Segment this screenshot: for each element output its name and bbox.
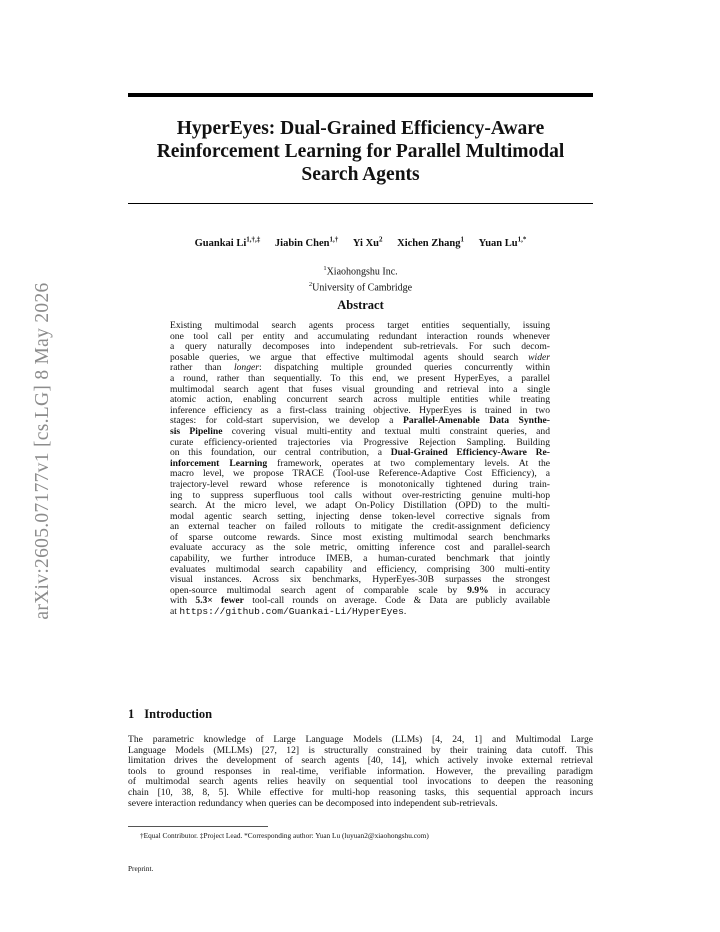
abstract-line: evaluate accuracy as the sole metric, omitting inference cost and parallel-search [170, 542, 550, 554]
abstract-line: sis Pipeline covering visual multi-entity and textual multi constraint queries, and [170, 425, 550, 437]
paragraph-line: The parametric knowledge of Large Language Models (LLMs) [4, 24, 1] and Multimodal Large [128, 734, 593, 745]
abstract-line: with 5.3× fewer tool-call rounds on average. Code & Data are publicly available [170, 595, 550, 607]
abstract-line: posable queries, we argue that effective multimodal agents should search wider [170, 351, 550, 363]
abstract-line: curate efficiency-oriented trajectories via Progressive Rejection Sampling. Building [170, 436, 550, 448]
paragraph-line: tools to ground responses in real-time, verifiable information. However, the prevailing paradigm [128, 765, 593, 777]
affiliation: $^1$Xiaohongshu Inc. [323, 265, 398, 278]
title-line: HyperEyes: Dual-Grained Efficiency-Aware [176, 118, 545, 139]
abstract-line: atomic action, enabling concurrent search across multiple entities while treating [170, 394, 550, 406]
abstract-line: trajectory-level reward whose reference is monotonically tightened during train- [170, 478, 550, 490]
abstract-line: inference efficiency as a first-class training objective. HyperEyes is trained in two [170, 404, 550, 416]
paragraph-line: chain [10, 38, 8, 5]. While effective for multi-hop reasoning tasks, this sequential approach incurs [128, 786, 593, 798]
title-line: Reinforcement Learning for Parallel Multimodal [156, 141, 565, 162]
abstract-line: inforcement Learning framework, operates at two complementary levels. At the [170, 457, 550, 469]
abstract-line: ing to suppress superfluous tool calls without over-restricting genuine multi-hop [170, 489, 550, 501]
section-title: Introduction [144, 707, 213, 721]
abstract-body [170, 321, 550, 618]
abstract-line: at https://github.com/Guankai-Li/HyperEyes. [170, 606, 407, 618]
arxiv-identifier: arXiv:2605.07177v1 [cs.LG] 8 May 2026 [32, 282, 53, 620]
abstract-heading: Abstract [337, 298, 384, 312]
paragraph-line: Language Models (MLLMs) [27, 12] is structurally constrained by their training data cutoff. This [128, 744, 593, 756]
abstract-line: one tool call per entity and accumulating redundant interaction rounds whenever [170, 330, 550, 342]
author: Yuan $Lu^{1,*}$ [478, 235, 527, 249]
title-line: Search Agents [301, 164, 420, 185]
author: Xichen Zhang$^1$ [397, 235, 464, 249]
section-heading [128, 707, 212, 722]
abstract-line: a round, rather than sequentially. To this end, we present HyperEyes, a parallel [170, 372, 550, 384]
footnote: †Equal Contributor. ‡Project Lead. *Corresponding author: Yuan Lu (luyuan2@xiaohongshu.com) [140, 831, 429, 840]
abstract-line: macro level, we propose TRACE (Tool-use Reference-Adaptive Cost Efficiency), a [170, 468, 550, 480]
abstract-line: stages: for cold-start supervision, we develop a Parallel-Amenable Data Synthe- [170, 415, 551, 427]
paper-title [128, 117, 593, 186]
abstract-line: open-source multimodal search agent of comparable scale by 9.9% in accuracy [170, 584, 550, 596]
paragraph-line: of multimodal search agents relies heavily on sequential tool invocations to deepen the reasoning [128, 776, 593, 788]
abstract-line: of sparse outcome rewards. Since most existing multimodal search benchmarks [170, 531, 550, 543]
abstract-line: an external teacher on failed rollouts to mitigate the credit-assignment deficiency [170, 521, 550, 533]
author-list [128, 235, 593, 249]
abstract-line: on this foundation, our central contribution, a Dual-Grained Efficiency-Aware Re- [170, 447, 550, 459]
section-number: 1 [128, 707, 135, 721]
preprint-label: Preprint. [128, 864, 154, 873]
abstract-line: capability, we further introduce IMEB, a human-curated benchmark that jointly [170, 553, 550, 565]
abstract-line: search. At the micro level, we adapt On-Policy Distillation (OPD) to the multi- [170, 500, 550, 512]
abstract-line: evaluates multimodal search capability and efficiency, comprising 300 multi-entity [170, 563, 550, 575]
author: Guankai $Li^{1,\dagger,\ddagger}$ [194, 235, 261, 249]
paragraph-line: severe interaction redundancy when queries can be decomposed into independent sub-retrievals. [128, 797, 498, 809]
footnote-rule [128, 826, 268, 827]
affiliations [128, 262, 593, 295]
title-top-rule [128, 93, 593, 97]
abstract-line: modal agentic search setting, injecting dense token-level corrective signals from [170, 510, 550, 522]
abstract-line: Existing multimodal search agents process target entities sequentially, issuing [170, 320, 550, 331]
abstract-line: rather than longer: dispatching multiple grounded queries concurrently within [170, 362, 550, 374]
abstract-line: visual instances. Across six benchmarks, HyperEyes-30B surpasses the strongest [170, 574, 550, 586]
affiliation: $^2$University of Cambridge [308, 281, 413, 294]
abstract-line: multimodal search agent that fuses visual grounding and retrieval into a single [170, 383, 550, 395]
abstract-line: a query naturally decomposes into independent sub-retrievals. For such decom- [170, 341, 550, 353]
introduction-paragraph [128, 735, 593, 809]
title-bottom-rule [128, 203, 593, 204]
paragraph-line: limitation drives the development of search agents [40, 14], which actively invoke external retrieval [128, 755, 593, 767]
author: Yi Xu$^2$ [352, 235, 383, 249]
author: Jiabin Chen$^{1,\dagger}$ [274, 235, 339, 249]
